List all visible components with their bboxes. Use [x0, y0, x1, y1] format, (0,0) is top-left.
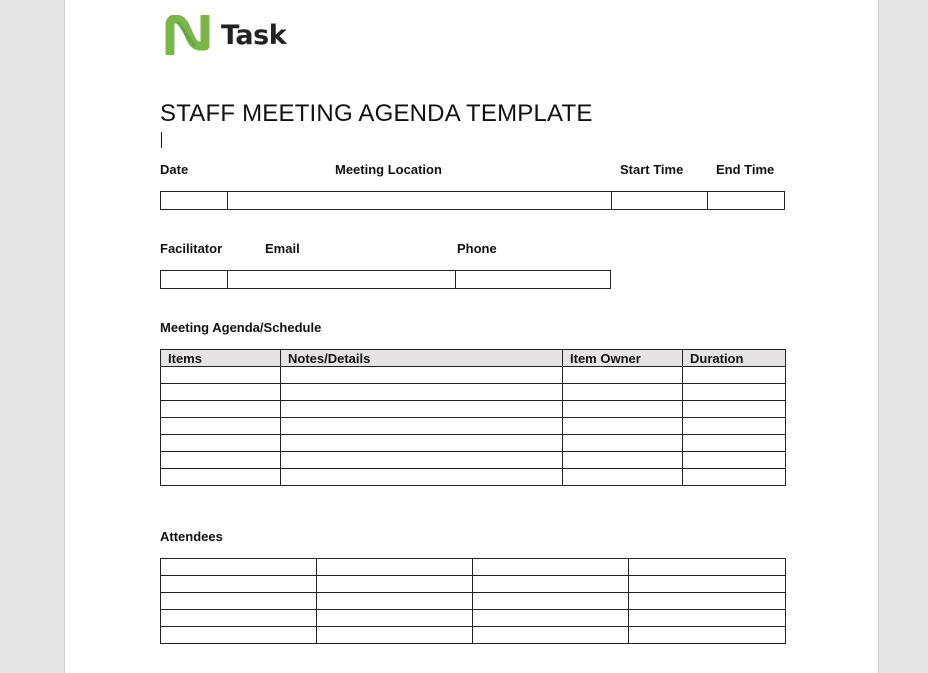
- agenda-header-row: [161, 350, 786, 367]
- attendee-cell[interactable]: [161, 610, 317, 627]
- attendee-cell[interactable]: [161, 559, 317, 576]
- email-label: Email: [265, 241, 300, 256]
- contact-info-fields: [160, 270, 611, 289]
- agenda-cell[interactable]: [683, 401, 786, 418]
- brand-name: Task: [221, 19, 287, 51]
- text-cursor: [161, 132, 162, 148]
- agenda-cell[interactable]: [281, 452, 563, 469]
- agenda-cell[interactable]: [563, 418, 683, 435]
- attendee-cell[interactable]: [317, 610, 473, 627]
- table-row: [161, 401, 786, 418]
- brand-logo: [164, 14, 286, 56]
- date-label: Date: [160, 162, 189, 177]
- phone-field[interactable]: [455, 271, 610, 288]
- agenda-cell[interactable]: [563, 469, 683, 486]
- attendee-cell[interactable]: [317, 627, 473, 644]
- date-field[interactable]: [161, 192, 227, 209]
- agenda-cell[interactable]: [683, 384, 786, 401]
- table-row: [161, 593, 786, 610]
- agenda-cell[interactable]: [281, 401, 563, 418]
- phone-label: Phone: [457, 241, 497, 256]
- agenda-cell[interactable]: [281, 367, 563, 384]
- agenda-cell[interactable]: [563, 401, 683, 418]
- attendee-cell[interactable]: [473, 610, 629, 627]
- attendee-cell[interactable]: [629, 576, 786, 593]
- attendee-cell[interactable]: [317, 559, 473, 576]
- agenda-cell[interactable]: [683, 367, 786, 384]
- agenda-cell[interactable]: [161, 452, 281, 469]
- agenda-cell[interactable]: [161, 418, 281, 435]
- attendee-cell[interactable]: [473, 593, 629, 610]
- attendees-table: [160, 558, 786, 644]
- header-notes-details: Notes/Details: [281, 350, 563, 367]
- agenda-cell[interactable]: [683, 435, 786, 452]
- attendee-cell[interactable]: [473, 576, 629, 593]
- meeting-location-label: Meeting Location: [335, 162, 442, 177]
- agenda-cell[interactable]: [563, 452, 683, 469]
- table-row: [161, 384, 786, 401]
- end-time-label: End Time: [716, 162, 775, 177]
- document-title: STAFF MEETING AGENDA TEMPLATE: [160, 100, 593, 127]
- agenda-cell[interactable]: [281, 435, 563, 452]
- start-time-field[interactable]: [611, 192, 707, 209]
- agenda-cell[interactable]: [683, 469, 786, 486]
- attendee-cell[interactable]: [317, 593, 473, 610]
- agenda-cell[interactable]: [683, 452, 786, 469]
- agenda-cell[interactable]: [161, 469, 281, 486]
- meeting-location-field[interactable]: [227, 192, 611, 209]
- table-row: [161, 452, 786, 469]
- agenda-cell[interactable]: [281, 469, 563, 486]
- start-time-label: Start Time: [620, 162, 684, 177]
- facilitator-label: Facilitator: [160, 241, 223, 256]
- document-page: [64, 0, 879, 673]
- attendee-cell[interactable]: [473, 559, 629, 576]
- agenda-cell[interactable]: [161, 384, 281, 401]
- agenda-section-title: Meeting Agenda/Schedule: [160, 320, 322, 335]
- table-row: [161, 627, 786, 644]
- table-row: [161, 576, 786, 593]
- agenda-cell[interactable]: [281, 418, 563, 435]
- attendee-cell[interactable]: [161, 576, 317, 593]
- agenda-cell[interactable]: [281, 384, 563, 401]
- table-row: [161, 435, 786, 452]
- meeting-info-fields: [160, 191, 785, 210]
- agenda-table: [160, 349, 786, 486]
- agenda-cell[interactable]: [683, 418, 786, 435]
- header-item-owner: Item Owner: [563, 350, 683, 367]
- agenda-cell[interactable]: [161, 367, 281, 384]
- ntask-logo-icon: [164, 15, 211, 55]
- end-time-field[interactable]: [707, 192, 784, 209]
- table-row: [161, 469, 786, 486]
- table-row: [161, 367, 786, 384]
- agenda-cell[interactable]: [563, 384, 683, 401]
- attendee-cell[interactable]: [161, 627, 317, 644]
- attendees-section-title: Attendees: [160, 529, 223, 544]
- facilitator-field[interactable]: [161, 271, 227, 288]
- attendee-cell[interactable]: [161, 593, 317, 610]
- attendee-cell[interactable]: [317, 576, 473, 593]
- header-items: Items: [161, 350, 281, 367]
- table-row: [161, 559, 786, 576]
- header-duration: Duration: [683, 350, 786, 367]
- agenda-cell[interactable]: [563, 367, 683, 384]
- table-row: [161, 610, 786, 627]
- attendee-cell[interactable]: [629, 559, 786, 576]
- agenda-cell[interactable]: [161, 401, 281, 418]
- table-row: [161, 418, 786, 435]
- attendee-cell[interactable]: [473, 627, 629, 644]
- agenda-cell[interactable]: [563, 435, 683, 452]
- attendee-cell[interactable]: [629, 627, 786, 644]
- agenda-cell[interactable]: [161, 435, 281, 452]
- attendee-cell[interactable]: [629, 593, 786, 610]
- attendee-cell[interactable]: [629, 610, 786, 627]
- email-field[interactable]: [227, 271, 455, 288]
